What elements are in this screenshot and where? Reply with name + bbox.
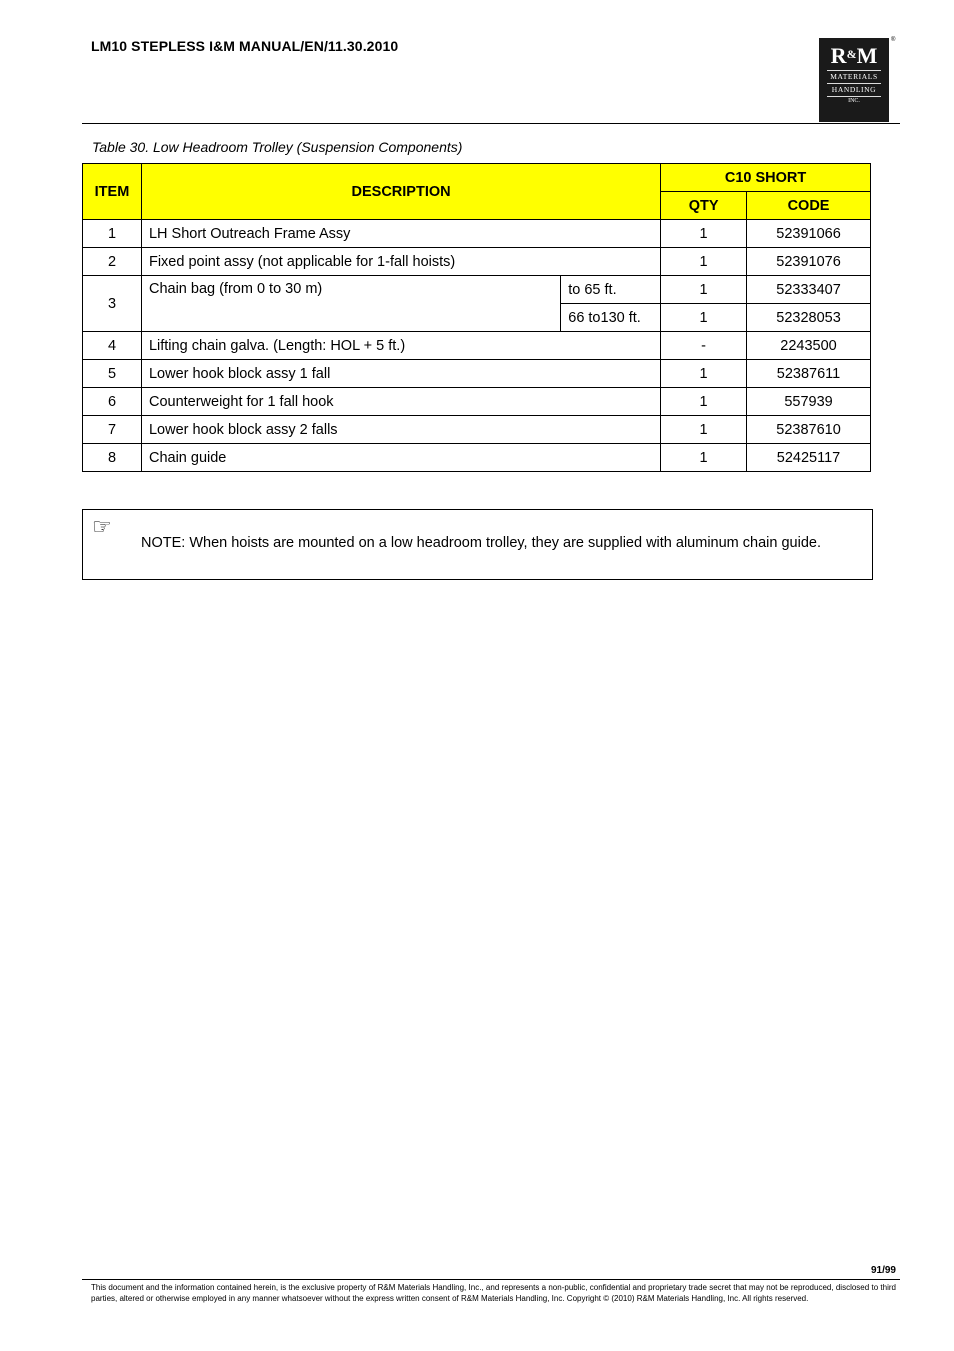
item-description: Counterweight for 1 fall hook <box>141 388 660 416</box>
header-divider <box>82 123 900 124</box>
item-description: Lower hook block assy 2 falls <box>141 416 660 444</box>
table-row <box>83 276 871 304</box>
item-qty: 1 <box>661 388 747 416</box>
item-variant: 66 to130 ft. <box>561 304 661 332</box>
item-number: 3 <box>83 276 142 332</box>
rm-logo: R&M MATERIALS HANDLING INC. <box>819 38 889 122</box>
table-row <box>83 388 871 416</box>
item-qty: 1 <box>661 360 747 388</box>
table-row <box>83 416 871 444</box>
header-c10-short: C10 SHORT <box>661 164 871 192</box>
header-description: DESCRIPTION <box>141 164 660 220</box>
item-variant: to 65 ft. <box>561 276 661 304</box>
table-row <box>83 248 871 276</box>
item-code: 52425117 <box>747 444 871 472</box>
header-qty: QTY <box>661 192 747 220</box>
legal-notice: This document and the information contained herein, is the exclusive property of R&M Materials Handling, Inc., and represents a non-public, confidential and proprietary trade secret that may not be reproduced, disclosed to third parties, altered or otherwise employed in any manner whatsoever without the express written consent of R&M Materials Handling, Inc. Copyright © (2010) R&M Materials Handling, Inc. All rights reserved. <box>91 1283 896 1303</box>
footer-divider <box>82 1279 900 1280</box>
item-code: 52387611 <box>747 360 871 388</box>
item-qty: 1 <box>661 304 747 332</box>
item-qty: 1 <box>661 444 747 472</box>
item-code: 52391076 <box>747 248 871 276</box>
item-number: 1 <box>83 220 142 248</box>
registered-mark: ® <box>891 37 896 43</box>
item-number: 7 <box>83 416 142 444</box>
item-description: Fixed point assy (not applicable for 1-fall hoists) <box>141 248 660 276</box>
note-box <box>82 509 873 580</box>
item-code: 52333407 <box>747 276 871 304</box>
item-description: LH Short Outreach Frame Assy <box>141 220 660 248</box>
pointing-hand-icon: ☞ <box>92 514 112 539</box>
item-qty: 1 <box>661 248 747 276</box>
item-description: Chain bag (from 0 to 30 m) <box>141 276 560 332</box>
item-code: 52387610 <box>747 416 871 444</box>
item-qty: 1 <box>661 220 747 248</box>
header-code: CODE <box>747 192 871 220</box>
item-number: 5 <box>83 360 142 388</box>
table-caption: Table 30. Low Headroom Trolley (Suspension Components) <box>92 139 463 155</box>
header-item: ITEM <box>83 164 142 220</box>
item-number: 4 <box>83 332 142 360</box>
item-code: 2243500 <box>747 332 871 360</box>
item-code: 52328053 <box>747 304 871 332</box>
item-description: Lower hook block assy 1 fall <box>141 360 660 388</box>
page-number: 91/99 <box>870 1265 896 1276</box>
parts-table <box>82 163 871 472</box>
table-row <box>83 332 871 360</box>
item-qty: 1 <box>661 416 747 444</box>
item-number: 6 <box>83 388 142 416</box>
item-code: 52391066 <box>747 220 871 248</box>
item-description: Lifting chain galva. (Length: HOL + 5 ft.) <box>141 332 660 360</box>
item-qty: 1 <box>661 276 747 304</box>
item-qty: - <box>661 332 747 360</box>
table-row <box>83 220 871 248</box>
item-number: 2 <box>83 248 142 276</box>
item-description: Chain guide <box>141 444 660 472</box>
item-number: 8 <box>83 444 142 472</box>
note-text: NOTE: When hoists are mounted on a low headroom trolley, they are supplied with aluminum chain guide. <box>141 535 821 551</box>
table-row <box>83 360 871 388</box>
document-title: LM10 STEPLESS I&M MANUAL/EN/11.30.2010 <box>91 38 399 54</box>
item-code: 557939 <box>747 388 871 416</box>
table-row <box>83 444 871 472</box>
